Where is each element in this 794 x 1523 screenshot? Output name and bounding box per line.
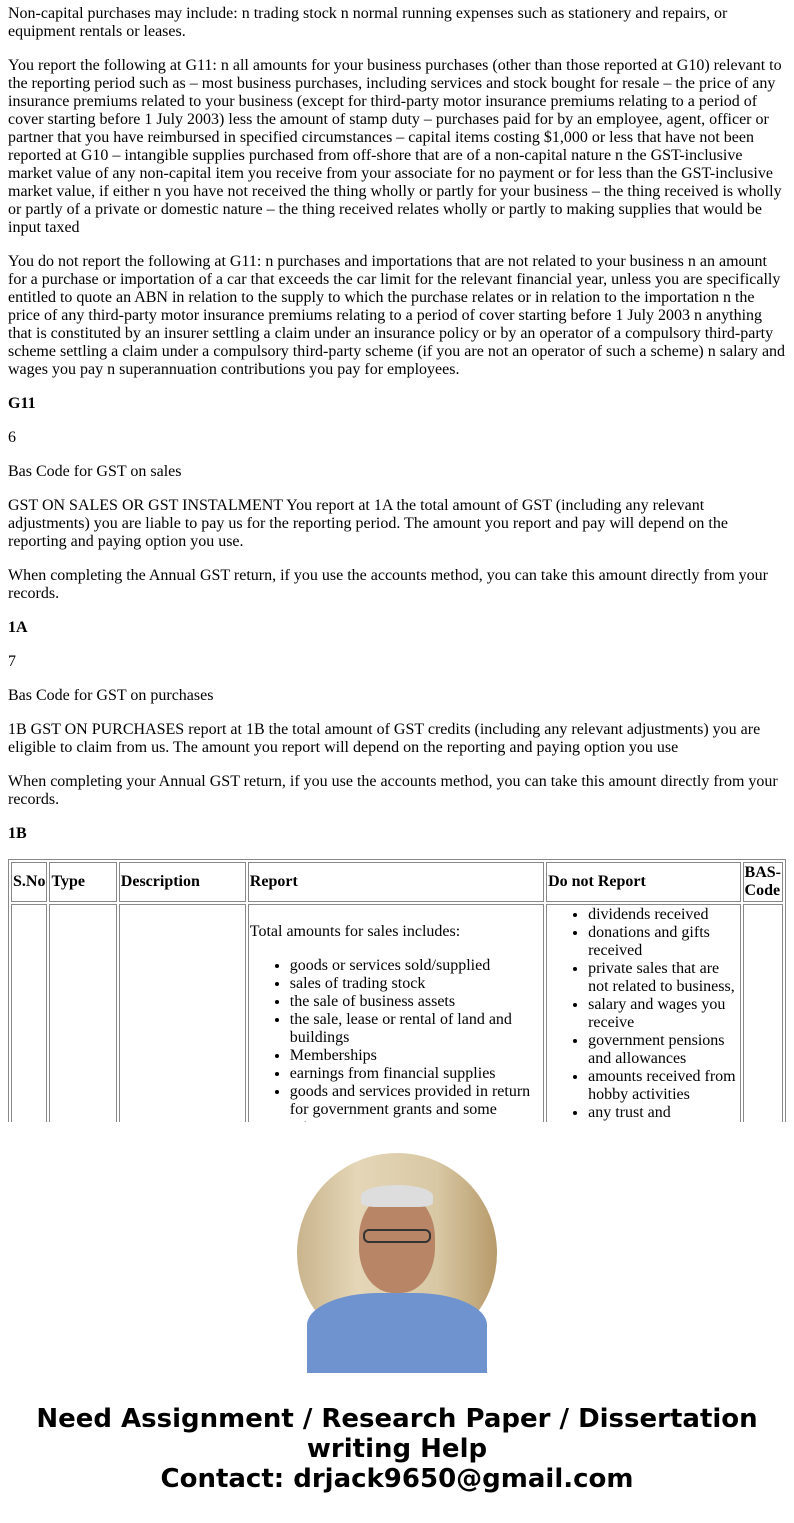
contact-email[interactable]: Contact: drjack9650@gmail.com <box>160 1464 634 1494</box>
paragraph: You do not report the following at G11: n purchases and importations that are not related to your business n an amount for a purchase or importation of a car that exceeds the car limit for the relevant financial year, unless you are specifically entitled to quote an ABN in relation to the supply to which the purchase relates or in relation to the importation n the price of any third-party motor insurance premiums relating to a period of cover starting before 1 July 2003 n anything that is constituted by an insurer settling a claim under an insurance policy or by an operator of a compulsory third-party scheme settling a claim under a compulsory third-party scheme (if you are not an operator of such a scheme) n salary and wages you pay n superannuation contributions you pay for employees. <box>8 253 786 378</box>
paragraph: Non-capital purchases may include: n trading stock n normal running expenses such as stationery and repairs, or equipment rentals or leases. <box>8 5 728 40</box>
report-intro: Total amounts for sales includes: <box>249 923 461 940</box>
promo-text: Need Assignment / Research Paper / Dissertation writing Help <box>36 1404 758 1464</box>
list-item: • amounts received from hobby activities <box>588 1068 738 1104</box>
col-type: Type <box>49 862 116 902</box>
paragraph: GST ON SALES OR GST INSTALMENT You report at 1A the total amount of GST (including any relevant adjustments) you are liable to pay us for the reporting period. The amount you report and pay will depend on the reporting and paying option you use. <box>8 497 728 550</box>
paragraph: When completing your Annual GST return, if you use the accounts method, you can take this amount directly from your records. <box>8 773 778 808</box>
section-title: Bas Code for GST on sales <box>8 463 182 480</box>
do-not-report-list <box>548 906 738 1158</box>
section-title: Bas Code for GST on purchases <box>8 687 214 704</box>
list-item: • donations and gifts received <box>588 924 738 960</box>
list-item: • salary and wages you receive <box>588 996 738 1032</box>
list-item: • sales of trading stock <box>290 975 542 993</box>
list-item: • government pensions and allowances <box>588 1032 738 1068</box>
col-description: Description <box>119 862 246 902</box>
section-number: 7 <box>8 653 16 670</box>
paragraph: When completing the Annual GST return, if you use the accounts method, you can take this amount directly from your records. <box>8 567 768 602</box>
list-item: • dividends received <box>588 906 738 924</box>
list-item: • goods or services sold/supplied <box>290 957 542 975</box>
section-number: 6 <box>8 429 16 446</box>
list-item: • earnings from financial supplies <box>290 1065 542 1083</box>
list-item: • any trust and <box>588 1104 738 1140</box>
bas-code-heading: G11 <box>8 395 36 412</box>
author-avatar <box>297 1153 497 1353</box>
promo-footer <box>0 1122 794 1523</box>
list-item: • private sales that are not related to business, <box>588 960 738 996</box>
paragraph: 1B GST ON PURCHASES report at 1B the total amount of GST credits (including any relevant adjustments) you are eligible to claim from us. The amount you report will depend on the reporting and paying option you use <box>8 721 761 756</box>
bas-code-heading: 1B <box>8 825 27 842</box>
paragraph: You report the following at G11: n all amounts for your business purchases (other than those reported at G10) relevant to the reporting period such as – most business purchases, including services and stock bought for resale – the price of any insurance premiums related to your business (except for third-party motor insurance premiums relating to a period of cover starting before 1 July 2003) less the amount of stamp duty – purchases paid for by an employee, agent, officer or partner that you have reimbursed in specified circumstances – capital items costing $1,000 or less that have not been reported at G10 – intangible supplies purchased from off-shore that are of a non-capital nature n the GST-inclusive market value of any non-capital item you receive from your associate for no payment or for less than the GST-inclusive market value, if either n you have not received the thing wholly or partly for your business – the thing received is wholly or partly of a private or domestic nature – the thing received relates wholly or partly to making supplies that would be input taxed <box>8 57 782 236</box>
list-item: • the sale, lease or rental of land and buildings <box>290 1011 542 1047</box>
bas-code-heading: 1A <box>8 619 28 636</box>
col-do-not-report: Do not Report <box>546 862 740 902</box>
col-report: Report <box>248 862 544 902</box>
col-bas-code: BAS-Code <box>743 862 783 902</box>
list-item: • the sale of business assets <box>290 993 542 1011</box>
table-header-row <box>11 862 783 902</box>
col-sno: S.No <box>11 862 47 902</box>
list-item: • goods and services provided in return for government grants and some <box>290 1083 542 1137</box>
list-item: • Memberships <box>290 1047 542 1065</box>
